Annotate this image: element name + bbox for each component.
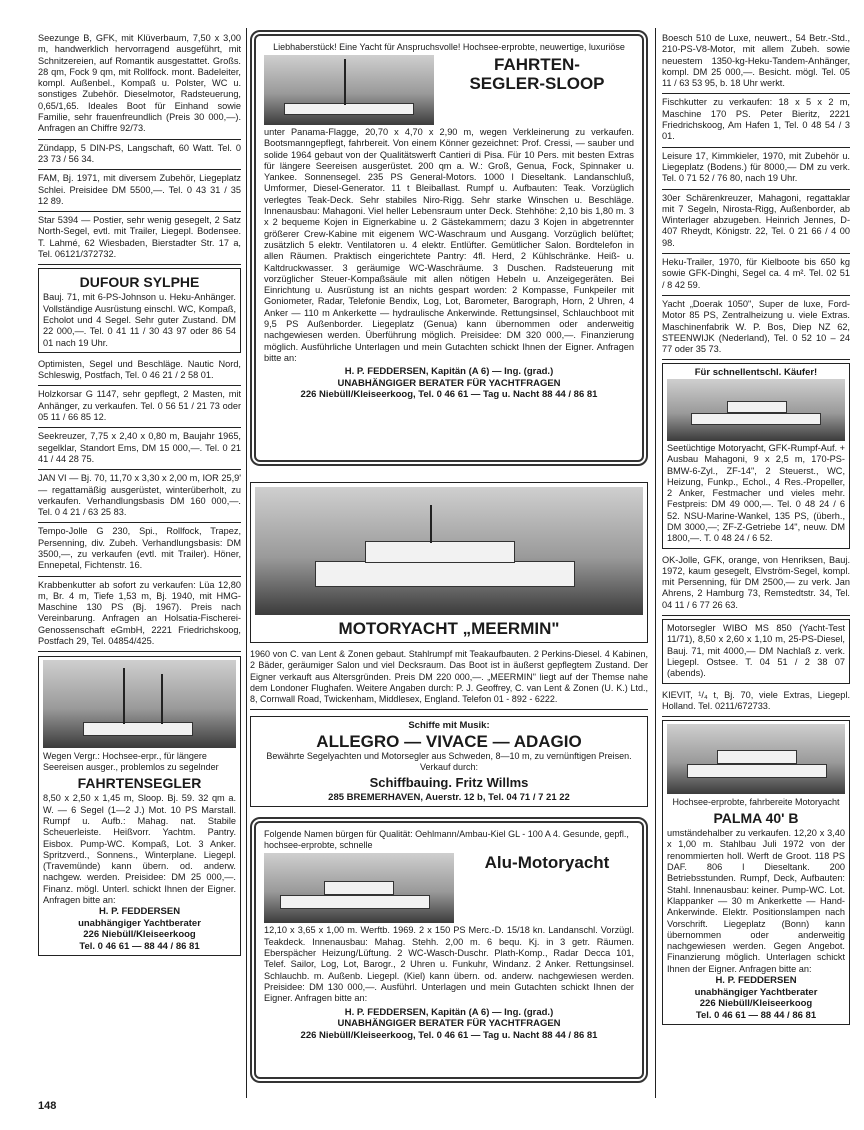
ad-intro: Hochsee-erprobte, fahrbereite Motoryacht xyxy=(672,797,840,808)
ad-headline: Für schnellentschl. Käufer! xyxy=(694,367,818,379)
contact-address: 226 Niebüll/Kleiseerkoog, Tel. 0 46 61 — Tag u. Nacht 88 44 / 86 81 xyxy=(300,389,598,401)
ad-headline: PALMA 40' B xyxy=(713,810,799,827)
boxed-ad-motoryacht xyxy=(662,363,850,548)
contact-address: 226 Niebüll/Kleiseerkoog xyxy=(699,998,813,1010)
classified-ad: KIEVIT, ¹/₄ t, Bj. 70, viele Extras, Liegepl. Holland. Tel. 0211/672733. xyxy=(662,687,850,718)
ad-intro: Wegen Vergr.: Hochsee-erpr., für längere Seereisen ausger., problemlos zu segelnder xyxy=(43,751,219,773)
ad-headline: FAHRTENSEGLER xyxy=(77,775,202,792)
column-divider-left xyxy=(246,28,247,1098)
contact-role: unabhängiger Yachtberater xyxy=(78,917,201,929)
ad-body: unter Panama-Flagge, 20,70 x 4,70 x 2,90 m, wegen Verkleinerung zu verkaufen. Bootsmanngepflegt, fahrbereit. Von einem Könner gezeichnet: Prof. Cressi, — sauber und solide 1964 gebaut von der Qualitätswerft Cantieri di Pisa. Für 10 Pers. mit besten Extras für längere Seereisen ausgerüstet. 200 qm a. W.: Groß, Genua, Fock, Spinnaker u. Yankee. Sonnensegel. 235 PS General-Motors. 1000 l Dieseltank. Landanschluß, Umformer, Diesel-Generator. 11 t Bleiballast. Rumpf u. Aufbauten: Teak. Vorzüglich verlegtes Teak-Deck. Sehr stabiles Niro-Rigg. Sehr starke Winschen u. Beschläge. Innenausbau: Mahagoni. Viel heller Lebensraum unter Deck. Stehhöhe: 2,10 bis 1,80 m. 3 x 2 bequeme Kojen in Eignerkabine u. 2 Gästekammern; dazu 3 Kojen in abgetrennter größerer Crew-Kabine mit eigenem WC-Waschraum und Ausgang. Vorzüglich belüftet; zusätzlich 5 elektr. Ventilatoren u. 4 elektr. Entlüfter. Gemütlicher Salon. Bordtelefon in allen Räumen. Praktisch eingerichtete Pantry: 4fl. Herd, 2 Kühlschränke. Heiß- u. Kaltdruckwasser. 3 geräumige WC-Waschräume. 3 Duschen. Radsteuerung mit vorzüglicher Steuer-Kompaßsäule mit allen nötigen Hebeln u. Anzeigegeräten. Bei Einrichtung u. Ausrüstung ist an nichts gespart worden: 2 Kompasse, Funkpeiler mit Goniometer, Radar, Telefonie Bendix, Log, Lot, Barometer, Barograph, Horn, 2 Uhren, 4 Anker — 110 m Ankerkette — hydraulische Ankerwinde. Rettungsinsel, Schlauchboot mit 9,5 PS Außenborder. Liegeplatz (Genua) kann übernommen oder anderweitig nachgewiesen werden. Überführung möglich. Preisidee: DM 320 000,—. Finanzierung möglich. Ausführliche Unterlagen und mein Gutachten schickt Ihnen der Eigner. Anfragen bitte an: xyxy=(264,127,634,363)
left-column xyxy=(38,30,241,959)
motor-yacht-photo xyxy=(255,487,643,615)
ad-intro: Schiffe mit Musik: xyxy=(408,720,490,732)
classified-ad: Tempo-Jolle G 230, Spi., Rollfock, Trapez, Persenning, div. Zubeh. Verhandlungsbasis: DM 3500,—, zu verkaufen (evtl. mit Trailer). Höner, Ennepetal, Fichtenstr. 16. xyxy=(38,523,241,576)
contact-phone: Tel. 0 46 61 — 88 44 / 86 81 xyxy=(79,940,200,952)
contact-name: H. P. FEDDERSEN, Kapitän (A 6) — Ing. (grad.) xyxy=(344,366,554,378)
junk-boat-photo xyxy=(43,660,236,748)
classified-ad: Seekreuzer, 7,75 x 2,40 x 0,80 m, Baujahr 1965, segelklar, Standort Ems, DM 15 000,—. Tel. 0 21 41 / 44 28 75. xyxy=(38,428,241,470)
classified-ad: FAM, Bj. 1971, mit diversem Zubehör, Liegeplatz Schlei. Preisidee DM 5500,—. Tel. 0 43 31 / 35 12 89. xyxy=(38,170,241,212)
rope-frame-ad-sloop xyxy=(250,30,648,466)
contact-role: unabhängiger Yachtberater xyxy=(694,986,818,998)
classified-ad: Krabbenkutter ab sofort zu verkaufen: Lüa 12,80 m, Br. 4 m, Tiefe 1,53 m, Bj. 1940, mit HMG-Maschine 130 PS (Bj. 1967). Preis nach Vereinbarung. Anfragen an Holsatia-Fischerei-Genossenschaft eGmbH, 2221 Friedrichskoog, Postfach 29, Tel. 04854/425. xyxy=(38,577,241,653)
contact-address: 226 Niebüll/Kleiseerkoog, Tel. 0 46 61 — Tag u. Nacht 88 44 / 86 81 xyxy=(300,1029,598,1041)
boxed-ad-fahrtensegler xyxy=(38,656,241,956)
classified-ad: 30er Schärenkreuzer, Mahagoni, regattaklar mit 7 Segeln, Nirosta-Rigg, Außenborder, ab Winterlager abzugeben. Heinrich Jennes, D-407 Rheydt, Königstr. 22, Tel. 0 21 66 / 4 00 98. xyxy=(662,190,850,254)
ad-headline: MOTORYACHT „MEERMIN" xyxy=(338,619,560,638)
classified-ad: Star 5394 — Postier, sehr wenig gesegelt, 2 Satz North-Segel, evtl. mit Trailer, Liegepl. Bodensee. T. Lahmé, 62 Wiesbaden, Bierstadter Str. 17 a, Tel. 06121/372732. xyxy=(38,212,241,265)
contact-name: H. P. FEDDERSEN xyxy=(715,975,797,987)
firm-address: 285 BREMERHAVEN, Auerstr. 12 b, Tel. 04 71 / 7 21 22 xyxy=(328,791,570,803)
contact-name: H. P. FEDDERSEN, Kapitän (A 6) — Ing. (grad.) xyxy=(344,1006,554,1018)
middle-column xyxy=(250,30,648,1083)
contact-role: UNABHÄNGIGER BERATER FÜR YACHTFRAGEN xyxy=(337,377,561,389)
classified-ad: Boesch 510 de Luxe, neuwert., 54 Betr.-Std., 210-PS-V8-Motor, mit allem Zubeh. sowie neuestem 1350-kg-Heku-Tandem-Anhänger, kompl. DM 25 000,—. Besicht. mögl. Tel. 05 11 / 63 53 95, b. 18 Uhr werkt. xyxy=(662,30,850,94)
column-divider-right xyxy=(655,28,656,1098)
contact-address: 226 Niebüll/Kleiseerkoog xyxy=(83,929,196,941)
ad-body: Seetüchtige Motoryacht, GFK-Rumpf-Auf. + Ausbau Mahagoni, 9 x 2,5 m, 170-PS-BMW-6-Zyl., ZF-14", 2 Steuerst., WC, Heizung, Funkp., Echol., 4 Res.-Propeller, 2 Anker, Festmacher und vieles mehr. Festpreis: DM 49 000,—. Tel. 0 48 24 / 6 52. NSU-Marine-Wankel, 135 PS, (überh., DM 3000,—; ZF-Z-Getriebe 14", neuw. DM 1800,—. T. 0 48 24 / 6 52. xyxy=(667,442,845,544)
classified-ad: Heku-Trailer, 1970, für Kielboote bis 650 kg sowie GFK-Dinghi, Segel ca. 4 m². Tel. 02 51 / 8 42 59. xyxy=(662,254,850,296)
rope-frame-ad-alu xyxy=(250,817,648,1083)
sailboat-photo xyxy=(264,55,434,125)
contact-phone: Tel. 0 46 61 — 88 44 / 86 81 xyxy=(695,1009,817,1021)
boxed-ad-wibo: Motorsegler WIBO MS 850 (Yacht-Test 11/71), 8,50 x 2,60 x 1,10 m, 25-PS-Diesel, Bauj. 71, mit 4000,— DM Nachlaß z. verk. Liegepl. Ostsee. T. 04 51 / 2 38 07 (abends). xyxy=(662,619,850,683)
motorboat-photo xyxy=(667,379,845,441)
palma-yacht-photo xyxy=(667,724,845,794)
boxed-ad-palma xyxy=(662,720,850,1025)
ad-body: 1960 von C. van Lent & Zonen gebaut. Stahlrumpf mit Teakaufbauten. 2 Perkins-Diesel. 4 Kabinen, 2 Bäder, geräumiger Salon und viel Decksraum. Das Boot ist in äußerst gepflegtem Zustand. Der Eigner verkauft aus Altersgründen. Preis DM 220 000,—. „MEERMIN" liegt auf der Themse nahe dem Londoner Flughafen. Weitere Angaben durch: P. J. Geoffrey, C. van Lent & Zonen (U. K.) Ltd., 8, Cornwall Road, Twickenham, Middlesex, England. Telefon 01 - 892 - 6222. xyxy=(250,646,648,710)
classified-ad: Holzkorsar G 1147, sehr gepflegt, 2 Masten, mit Anhänger, zu verkaufen. Tel. 0 56 51 / 21 73 oder 05 11 / 66 85 12. xyxy=(38,386,241,428)
ad-headline-line1: FAHRTEN- xyxy=(494,55,580,74)
ad-body: 8,50 x 2,50 x 1,45 m, Sloop. Bj. 59. 32 qm a. W. — 6 Segel (1—2 J.) Mot. 10 PS Marstall. Rumpf u. Aufb.: Mahag. nat. Stabile Scheuerleiste. Heißvorr. Yachtm. Pantry. Eisbox. Pump-WC. Kompaß, Lot. 3 Anker. Spritzverd., Sonnens., Winterplane. Liegepl. (Travemünde) kann übern. od. anderw. nachgew. werden. Preisidee: DM 25 000,—. Finanz. mögl. Unterl. schickt Ihnen der Eigner. Anfragen bitte an: xyxy=(43,793,236,906)
boxed-ad-meermin xyxy=(250,482,648,643)
classified-ad: OK-Jolle, GFK, orange, von Henriksen, Bauj. 1972, kaum gesegelt, Elvström-Segel, kompl. mit Persenning, für DM 2500,— zu verk. Jan Ahrens, 2 Hamburg 73, Remstedtstr. 34, Tel. 04 11 / 6 77 26 63. xyxy=(662,552,850,616)
ad-headline: Alu-Motoryacht xyxy=(484,853,610,873)
alu-yacht-photo xyxy=(264,853,454,923)
contact-role: UNABHÄNGIGER BERATER FÜR YACHTFRAGEN xyxy=(337,1018,561,1030)
right-column xyxy=(662,30,850,1028)
classified-ad: Optimisten, Segel und Beschläge. Nautic Nord, Schleswig, Postfach, Tel. 0 46 21 / 2 58 01. xyxy=(38,356,241,387)
ad-intro: Liebhaberstück! Eine Yacht für Anspruchsvolle! Hochsee-erprobte, neuwertige, luxuriöse xyxy=(273,42,625,52)
contact-name: H. P. FEDDERSEN xyxy=(98,906,181,918)
ad-intro: Folgende Namen bürgen für Qualität: Oehlmann/Ambau-Kiel GL - 100 A 4. Gesunde, gepfl., hochsee-erprobte, schnelle xyxy=(264,829,629,851)
classified-ad: Seezunge B, GFK, mit Klüverbaum, 7,50 x 3,00 m, handwerklich hervorragend ausgeführt, mit Schnitzereien, auf Romantik ausgestattet. Großs. 28 qm, Fock 9 qm, mit Rollfock. mont. Badeleiter, kompl. Außenbel., Kompaß u. Polster, WC u. sonstiges Zubehör. Dieselmotor, Radsteuerung, 0,65/1,65. Ideales Boot für Einhand sowie Familie, sehr frauenfreundlich (Preis 30 000,—). Anfragen an Chiffre 92/73. xyxy=(38,30,241,140)
boxed-ad-music xyxy=(250,716,648,807)
ad-body: Bauj. 71, mit 6-PS-Johnson u. Heku-Anhänger. Vollständige Ausrüstung einschl. WC, Kompaß, Echolot und 4 Segel. Sehr guter Zustand. DM 22 000,—. Tel. 0 41 11 / 30 43 97 oder 86 54 01 nach 19 Uhr. xyxy=(43,292,236,348)
ad-headline: DUFOUR SYLPHE xyxy=(79,274,200,291)
page-number: 148 xyxy=(38,1100,57,1112)
ad-body: Bewährte Segelyachten und Motorsegler aus Schweden, 8—10 m, zu vernünftigen Preisen. Verkauf durch: xyxy=(266,750,632,772)
ad-body: umständehalber zu verkaufen. 12,20 x 3,40 x 1,00 m. Stahlbau Juli 1972 von der renommierten holl. Werft de Groot. 118 PS DAF. 806 l Dieseltank. 200 Betriebsstunden. Rumpf, Deck, Aufbauten: Stahl. Innenausbau: keiner. Pump-WC. Lot. Klappanker — 30 m Ankerkette — Hand-Ankerwinde. Elektr. Positionslampen nach Vorschrift. Liegeplatz (Bonn) kann übernommen oder anderweitig nachgewiesen werden. Gegen Angebot. Finanzierung möglich. Unterlagen schickt Ihnen der Eigner. Anfragen bitte an: xyxy=(667,828,845,974)
ad-headline-line2: SEGLER-SLOOP xyxy=(469,74,605,93)
firm-name: Schiffbauing. Fritz Willms xyxy=(369,774,529,790)
ad-headline: ALLEGRO — VIVACE — ADAGIO xyxy=(316,731,582,751)
classified-ad: JAN VI — Bj. 70, 11,70 x 3,30 x 2,00 m, IOR 25,9' — regattamäßig ausgerüstet, winterüberholt, zu verkaufen. Verhandlungsbasis DM 160 000,—. Tel. 0 4 21 / 63 25 83. xyxy=(38,470,241,523)
classified-ad: Leisure 17, Kimmkieler, 1970, mit Zubehör u. Liegeplatz (Bodens.) für 8000,— DM zu verk. Tel. 0 71 52 / 76 80, nach 19 Uhr. xyxy=(662,148,850,190)
classified-ad: Yacht „Doerak 1050", Super de luxe, Ford-Motor 85 PS, Zentralheizung u. viele Extras. Maschinenfabrik W. P. Bos, Diep NZ 62, STEENWIJK (Nederland), Tel. 0 52 10 – 24 77 oder 35 73. xyxy=(662,296,850,360)
classified-ad: Fischkutter zu verkaufen: 18 x 5 x 2 m, Maschine 170 PS. Peter Bieritz, 2221 Friedrichskoog, Am Hafen 1, Tel. 0 48 54 / 3 01. xyxy=(662,94,850,147)
ad-body: 12,10 x 3,65 x 1,00 m. Werftb. 1969. 2 x 150 PS Merc.-D. 15/18 kn. Landanschl. Vorzügl. Teakdeck. Innenausbau: Mahag. Stehh. 2,00 m. 6 bequ. Kj. in 3 getr. Räumen. Eberspächer Heizung/Lüftung. 2 WC-Wasch-Duschr. Plath-Komp., Radar Decca 101, Telef. Sailor, Log, Lot, Barogr., 2 Uhren u. Funkuhr, Windanz. 2 Anker. Rettungsinsel. Schlauchb. m. Außenb. Liegepl. (Kiel) kann übern. od. anderw. nachgewiesen werden. Preisidee: DM 130 000,—. Ausführl. Unterlagen und mein Gutachten schickt Ihnen der Eigner. Anfragen bitte an: xyxy=(264,925,634,1004)
boxed-ad-dufour xyxy=(38,268,241,352)
classified-ad: Zündapp, 5 DIN-PS, Langschaft, 60 Watt. Tel. 0 23 73 / 56 34. xyxy=(38,140,241,171)
